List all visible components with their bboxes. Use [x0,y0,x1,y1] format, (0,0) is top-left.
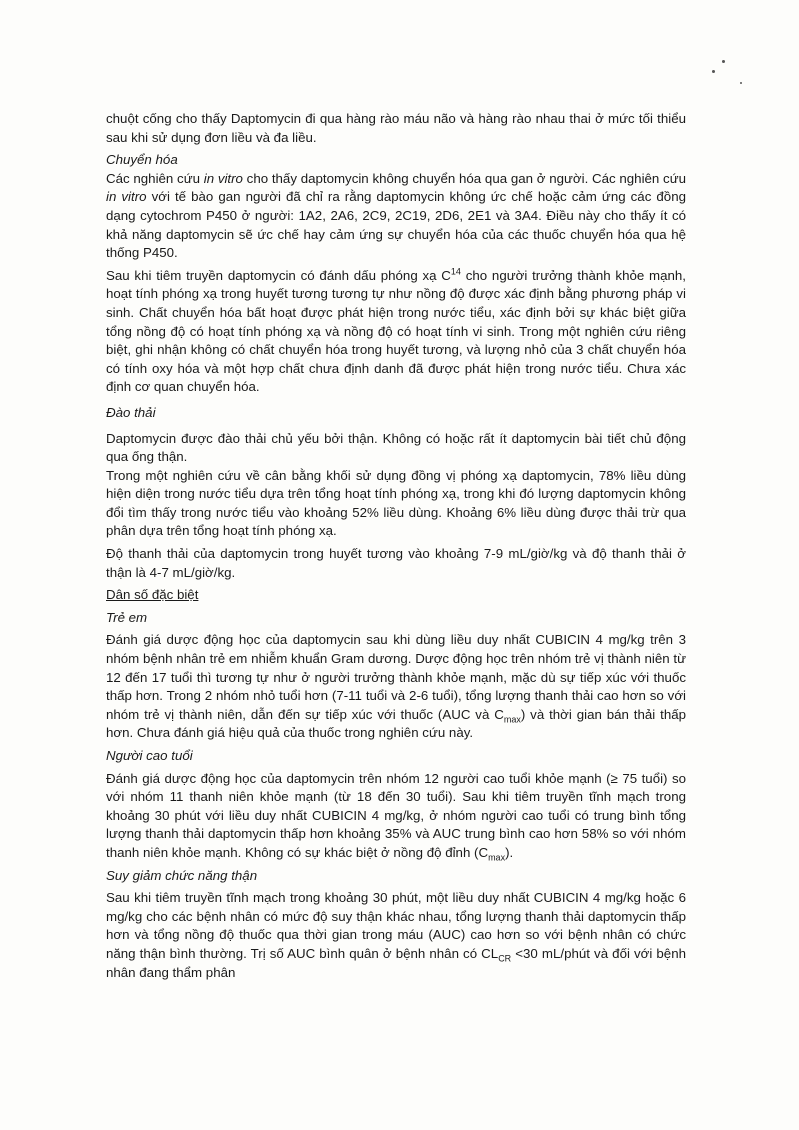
text-run: Đánh giá dược động học của daptomycin trên nhóm 12 người cao tuổi khỏe mạnh (≥ 75 tuổi) so với nhóm 11 thanh niên khỏe mạnh (từ 18 đến 30 tuổi). Sau khi tiêm truyền tĩnh mạch trong khoảng 30 phút với liều duy nhất CUBICIN 4 mg/kg, ở nhóm người cao tuổi có trung bình tổng lượng thanh thải daptomycin thấp hơn khoảng 35% và AUC trung bình cao hơn 58% so với nhóm thanh niên khỏe mạnh. Không có sự khác biệt ở nồng độ đỉnh (C [106,770,686,860]
scan-speck [740,82,742,84]
text-run: Đánh giá dược động học của daptomycin sau khi dùng liều duy nhất CUBICIN 4 mg/kg trên 3 nhóm bệnh nhân trẻ em nhiễm khuẩn Gram dương. Dược động học trên nhóm trẻ vị thành niên từ 12 đến 17 tuổi thì tương tự như ở người trưởng thành khỏe mạnh, mặc dù sự tiếp xúc với thuốc thấp hơn. Trong 2 nhóm nhỏ tuổi hơn (7-11 tuổi và 2-6 tuổi), tổng lượng thanh thải cao hơn so với nhóm trẻ vị thành niên, dẫn đến sự tiếp xúc với thuốc (AUC và C [106,632,686,722]
text-run-italic: in vitro [106,189,147,205]
section-heading-special-populations: Dân số đặc biệt [106,587,199,603]
text-run: ) và thời gian bán thải thấp hơn. Chưa đánh giá hiệu quả của thuốc trong nghiên cứu này. [106,706,687,741]
children-paragraph [106,631,686,743]
metabolism-paragraph-2 [106,267,686,397]
section-heading-elimination: Đào thải [106,404,156,420]
scan-speck [712,70,715,73]
subscript: max [503,714,521,725]
text-run: Sau khi tiêm truyền daptomycin có đánh dấu phóng xạ C [106,267,451,283]
scan-speck [722,60,725,63]
subheading-elderly: Người cao tuổi [106,748,193,763]
subheading-renal-impairment: Suy giảm chức năng thận [106,867,258,883]
metabolism-paragraph-1 [106,170,686,263]
text-run: với tế bào gan người đã chỉ ra rằng daptomycin không ức chế hoặc cảm ứng các đồng dạng cytochrom P450 ở người: 1A2, 2A6, 2C9, 2C19, 2D6, 2E1 và 3A4. Điều này cho thấy ít có khả năng daptomycin sẽ ức chế hay cảm ứng sự chuyển hóa của các thuốc chuyển hóa qua hệ thống P450. [106,189,686,261]
text-run: <30 mL/phút và đối với bệnh nhân đang thẩm phân [106,945,686,980]
document-page [106,110,686,982]
superscript: 14 [450,266,461,277]
subscript: CR [498,953,512,964]
elimination-paragraph-1: Daptomycin được đào thải chủ yếu bởi thận. Không có hoặc rất ít daptomycin bài tiết chủ động qua ống thận. [106,430,686,465]
text-run: cho thấy daptomycin không chuyển hóa qua gan ở người. Các nghiên cứu [242,170,686,186]
elderly-paragraph [106,770,686,863]
elimination-paragraph-2: Trong một nghiên cứu về cân bằng khối sử dụng đồng vị phóng xạ daptomycin, 78% liều dùng hiện diện trong nước tiểu dựa trên tổng hoạt tính phóng xạ, trong khi đó lượng daptomycin không đổi tìm thấy trong nước tiểu vào khoảng 52% liều dùng. Khoảng 6% liều dùng được thải trừ qua phân dựa trên tổng hoạt tính phóng xạ. [106,467,686,539]
renal-paragraph [106,889,686,982]
text-run: ). [505,844,514,860]
subheading-children: Trẻ em [106,609,148,625]
text-run: Các nghiên cứu [106,170,204,186]
text-run: Sau khi tiêm truyền tĩnh mạch trong khoảng 30 phút, một liều duy nhất CUBICIN 4 mg/kg hoặc 6 mg/kg cho các bệnh nhân có mức độ suy thận khác nhau, tổng lượng thanh thải daptomycin thấp hơn và tổng nồng độ thuốc qua thời gian trong máu (AUC) cao hơn so với bệnh nhân có chức năng thận bình thường. Trị số AUC bình quân ở bệnh nhân có CL [106,890,686,961]
text-run: cho người trưởng thành khỏe mạnh, hoạt tính phóng xạ trong huyết tương tương tự như nồng độ được xác định bằng phương pháp vi sinh. Chất chuyển hóa bất hoạt được phát hiện trong nước tiểu, xác định bởi sự khác biệt giữa tổng nồng độ có hoạt tính phóng xạ và nồng độ có hoạt tính vi sinh. Trong một nghiên cứu riêng biệt, ghi nhận không có chất chuyển hóa trong huyết tương, và lượng nhỏ của 3 chất chuyển hóa có tính oxy hóa và một hợp chất chưa định danh đã được phát hiện trong nước tiểu. Chưa xác định cơ quan chuyển hóa. [106,267,686,395]
section-heading-metabolism: Chuyển hóa [106,152,178,168]
elimination-paragraph-3: Độ thanh thải của daptomycin trong huyết tương vào khoảng 7-9 mL/giờ/kg và độ thanh thải ở thận là 4-7 mL/giờ/kg. [106,546,686,580]
intro-paragraph: chuột cống cho thấy Daptomycin đi qua hàng rào máu não và hàng rào nhau thai ở mức tối thiểu sau khi sử dụng đơn liều và đa liều. [106,111,686,145]
text-run-italic: in vitro [203,170,243,186]
subscript: max [488,852,506,863]
